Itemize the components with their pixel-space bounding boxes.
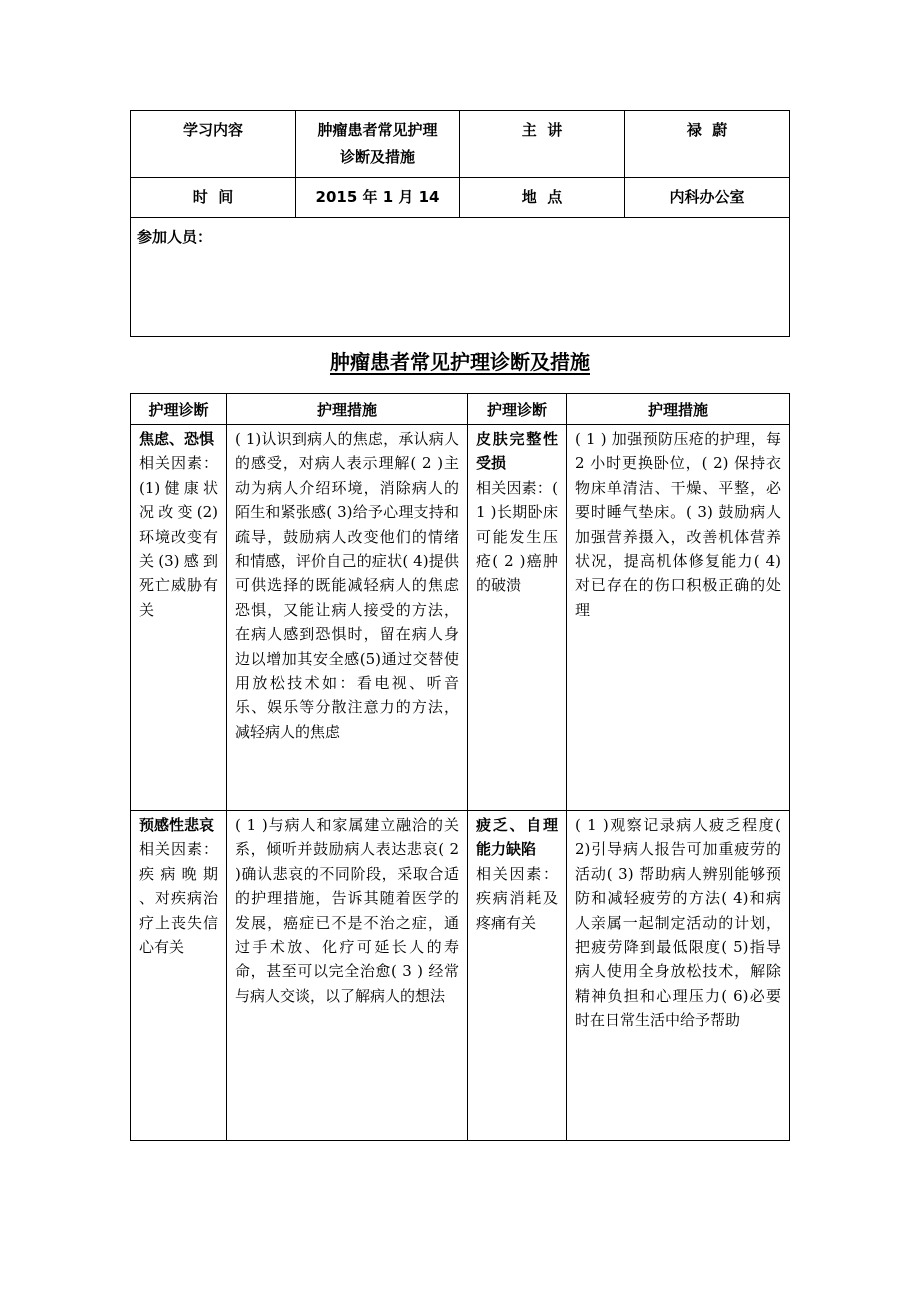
diagnosis-cell: [131, 425, 227, 811]
info-row-attendees: [131, 218, 790, 337]
topic-label: 学习内容: [131, 111, 296, 178]
measures-cell: ( 1 )观察记录病人疲乏程度( 2)引导病人报告可加重疲劳的活动( 3) 帮助病人辨别能够预防和减轻疲劳的方法( 4)和病人亲属一起制定活动的计划，把疲劳降到最低限度( 5)指导病人使用全身放松技术，解除精神负担和心理压力( 6)必要时在日常生活中给予帮助: [567, 811, 790, 1141]
diagnosis-cell: [131, 811, 227, 1141]
location-value: 内科办公室: [625, 178, 790, 218]
header-diagnosis-2: 护理诊断: [468, 394, 567, 425]
table-row: [131, 811, 790, 1141]
diagnosis-factors: 相关因素：(1)健康状况改变(2)环境改变有关(3)感到死亡威胁有关: [139, 454, 218, 619]
info-table: [130, 110, 790, 337]
measures-cell: ( 1 )与病人和家属建立融洽的关系，倾听并鼓励病人表达悲哀( 2 )确认悲哀的不同阶段，采取合适的护理措施，告诉其随着医学的发展，癌症已不是不治之症，通过手术放、化疗可延长人的寿命，甚至可以完全治愈( 3 ) 经常与病人交谈，以了解病人的想法: [227, 811, 468, 1141]
topic-value: 肿瘤患者常见护理诊断及措施: [296, 111, 460, 178]
header-diagnosis-1: 护理诊断: [131, 394, 227, 425]
attendees-label: 参加人员：: [131, 218, 790, 337]
lecturer-label: 主 讲: [460, 111, 625, 178]
diagnosis-factors: 相关因素：疾病消耗及疼痛有关: [476, 864, 558, 932]
header-measures-1: 护理措施: [227, 394, 468, 425]
header-measures-2: 护理措施: [567, 394, 790, 425]
info-row-time: [131, 178, 790, 218]
diagnosis-title: 皮肤完整性受损: [476, 430, 558, 473]
table-row: [131, 425, 790, 811]
nursing-table: [130, 393, 790, 1141]
diagnosis-title: 疲乏、自理能力缺陷: [476, 816, 558, 859]
time-label: 时 间: [131, 178, 296, 218]
diagnosis-cell: [468, 811, 567, 1141]
measures-cell: ( 1 ) 加强预防压疮的护理，每 2 小时更换卧位，( 2) 保持衣物床单清洁、干燥、平整，必要时睡气垫床。( 3) 鼓励病人加强营养摄入，改善机体营养状况，提高机体修复能力( 4) 对已存在的伤口积极正确的处理: [567, 425, 790, 811]
diagnosis-cell: [468, 425, 567, 811]
diagnosis-factors: 相关因素：( 1 )长期卧床可能发生压疮( 2 )癌肿的破溃: [476, 478, 558, 595]
time-value: 2015 年 1 月 14: [296, 178, 460, 218]
table-header-row: [131, 394, 790, 425]
lecturer-value: 禄 蔚: [625, 111, 790, 178]
info-row-topic: [131, 111, 790, 178]
diagnosis-factors: 相关因素：疾病晚期 、对疾病治疗上丧失信心有关: [139, 840, 218, 957]
measures-cell: ( 1)认识到病人的焦虑，承认病人的感受，对病人表示理解( 2 )主动为病人介绍环境，消除病人的陌生和紧张感( 3)给予心理支持和疏导，鼓励病人改变他们的情绪和情感，评价自己的症状( 4)提供可供选择的既能减轻病人的焦虑恐惧，又能让病人接受的方法， 在病人感到恐惧时，留在病人身边以增加其安全感(5)通过交替使用放松技术如：看电视、听音乐、娱乐等分散注意力的方法，减轻病人的焦虑: [227, 425, 468, 811]
document-title: 肿瘤患者常见护理诊断及措施: [330, 350, 590, 374]
diagnosis-title: 焦虑、恐惧: [139, 430, 215, 448]
diagnosis-title: 预感性悲哀: [139, 816, 215, 834]
location-label: 地 点: [460, 178, 625, 218]
